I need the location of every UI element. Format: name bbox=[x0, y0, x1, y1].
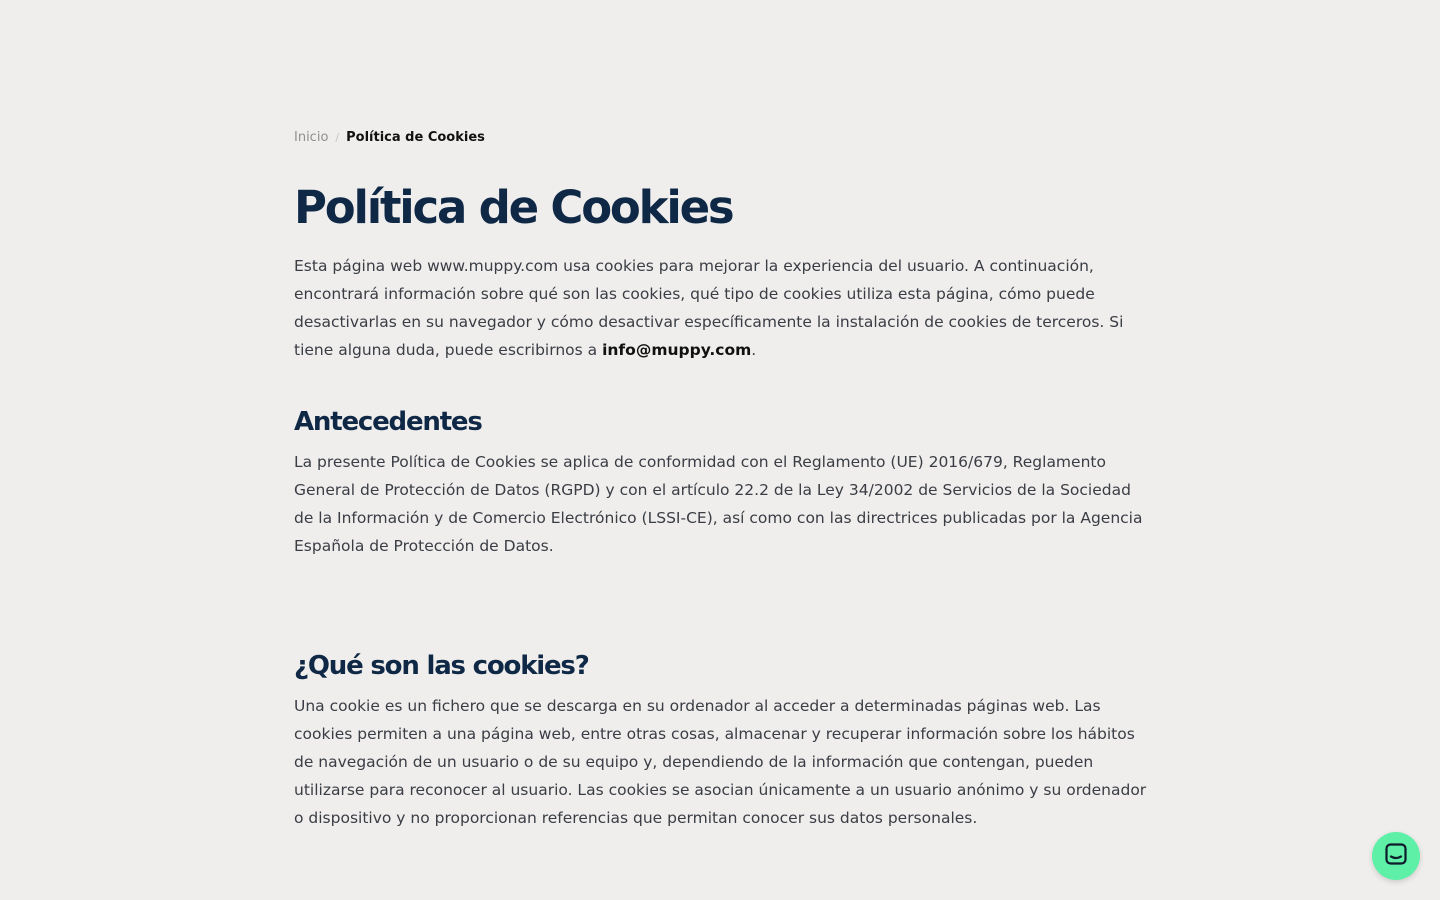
main-content bbox=[294, 126, 1154, 832]
chat-icon bbox=[1385, 843, 1407, 869]
intro-paragraph bbox=[294, 252, 1154, 364]
page-title: Política de Cookies bbox=[294, 181, 733, 234]
breadcrumb-current: Política de Cookies bbox=[346, 130, 485, 145]
breadcrumb-home-link[interactable]: Inicio bbox=[294, 130, 329, 145]
section-heading-antecedentes: Antecedentes bbox=[294, 407, 482, 437]
section-heading-que-son-cookies: ¿Qué son las cookies? bbox=[294, 651, 589, 681]
intro-end: . bbox=[751, 341, 757, 359]
chat-launcher-button[interactable] bbox=[1372, 832, 1420, 880]
section-body-antecedentes: La presente Política de Cookies se aplica de conformidad con el Reglamento (UE) 2016/679, Reglamento General de Protección de Datos (RGPD) y con el artículo 22.2 de la Ley 34/2002 de Servicios de la Sociedad de la Información y de Comercio Electrónico (LSSI-CE), así como con las directrices publicadas por la Agencia Española de Protección de Datos. bbox=[294, 453, 1143, 555]
intro-text: Esta página web www.muppy.com usa cookies para mejorar la experiencia del usuario. A continuación, encontrará información sobre qué son las cookies, qué tipo de cookies utiliza esta página, cómo puede desactivarlas en su navegador y cómo desactivar específicamente la instalación de cookies de terceros. Si tiene alguna duda, puede escribirnos a bbox=[294, 257, 1124, 359]
contact-email-link[interactable]: info@muppy.com bbox=[602, 341, 752, 359]
breadcrumb-separator: / bbox=[335, 131, 340, 144]
breadcrumb bbox=[294, 126, 1154, 150]
section-body-que-son-cookies: Una cookie es un fichero que se descarga en su ordenador al acceder a determinadas páginas web. Las cookies permiten a una página web, entre otras cosas, almacenar y recuperar información sobre los hábitos de navegación de un usuario o de su equipo y, dependiendo de la información que contengan, pueden utilizarse para reconocer al usuario. Las cookies se asocian únicamente a un usuario anónimo y su ordenador o dispositivo y no proporcionan referencias que permitan conocer sus datos personales. bbox=[294, 697, 1147, 827]
